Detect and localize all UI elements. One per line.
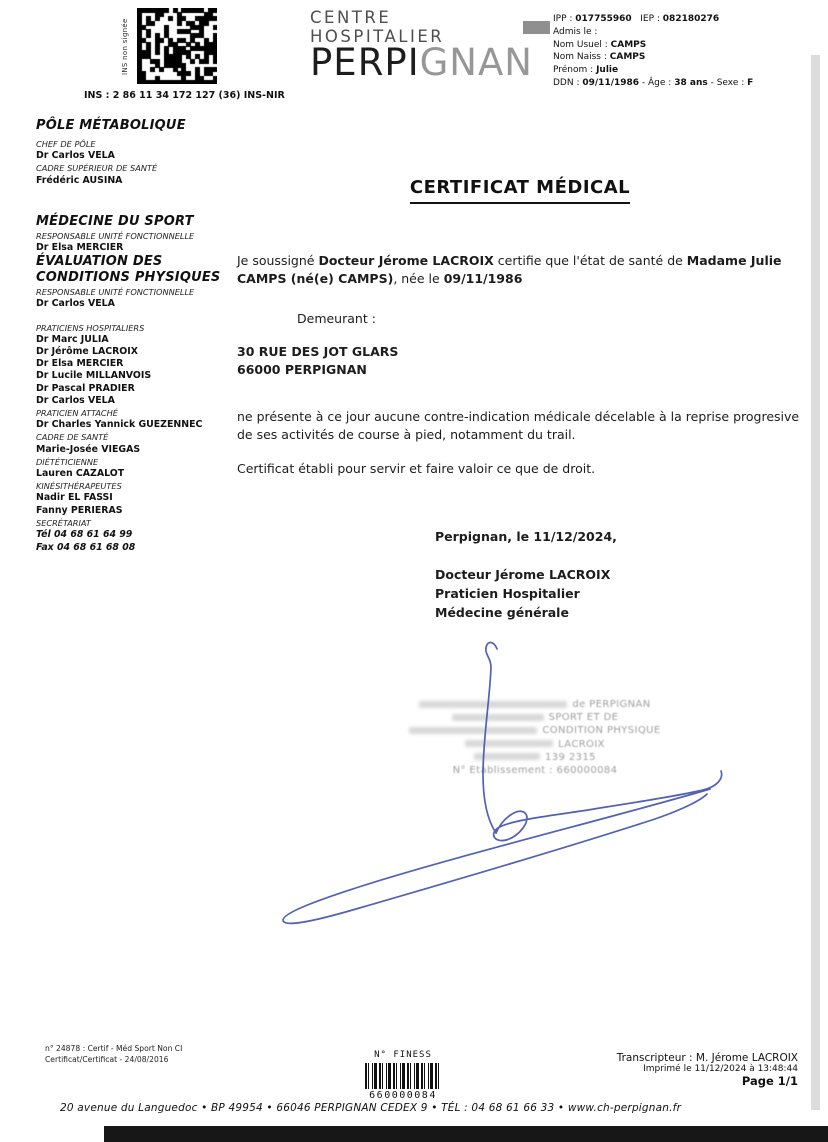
stamp-line: CONDITION PHYSIQUE: [385, 724, 685, 737]
patient-identity-block: [553, 13, 818, 90]
patient-dob-age-sex: DDN : 09/11/1986 - Âge : 38 ans - Sexe : F: [553, 77, 754, 88]
signatory-name: Docteur Jérome LACROIX: [435, 567, 611, 582]
department-staff-sidebar: [36, 118, 236, 554]
staff-list-line: Dr Carlos VELA: [36, 394, 115, 406]
finess-barcode: [365, 1063, 441, 1089]
signatory-role-1: Praticien Hospitalier: [435, 585, 580, 601]
residing-label: Demeurant :: [297, 311, 376, 326]
staff-list-line: Fanny PERIERAS: [36, 504, 123, 516]
validity-paragraph: Certificat établi pour servir et faire valoir ce que de droit.: [237, 461, 596, 476]
hospital-address-footer: 20 avenue du Languedoc • BP 49954 • 66046 PERPIGNAN CEDEX 9 • TÉL : 04 68 61 66 33 • www.ch-perpignan.fr: [60, 1102, 682, 1114]
stamp-smudge: [474, 753, 540, 760]
staff-list-line: PÔLE MÉTABOLIQUE: [36, 118, 186, 133]
staff-list-line: Dr Lucile MILLANVOIS: [36, 370, 152, 382]
staff-list-line: Tél 04 68 61 64 99: [36, 529, 133, 541]
staff-list-line: PRATICIENS HOSPITALIERS: [36, 322, 145, 333]
certificate-reference-line1: n° 24878 : Certif - Méd Sport Non CI: [45, 1044, 183, 1053]
staff-list-line: Nadir EL FASSI: [36, 492, 113, 504]
certificate-reference-line2: Certificat/Certificat - 24/08/2016: [45, 1054, 169, 1064]
logo-gray-box: [523, 21, 550, 34]
certificate-intro-paragraph: Je soussigné Docteur Jérome LACROIX certifie que l'état de santé de Madame Julie CAMPS (né(e) CAMPS), née le 09/11/1986: [237, 253, 782, 286]
ins-number-line: INS : 2 86 11 34 172 127 (36) INS-NIR: [84, 90, 285, 101]
staff-list-line: Dr Marc JULIA: [36, 333, 109, 345]
staff-list-line: ÉVALUATION DES CONDITIONS PHYSIQUES: [36, 254, 221, 286]
hospital-name-dark: PERPI: [310, 41, 420, 84]
patient-firstname: Prénom : Julie: [553, 65, 619, 76]
transcriber-line: Transcripteur : M. Jérome LACROIX: [616, 1052, 798, 1064]
signatory-role-2: Médecine générale: [435, 604, 569, 620]
finess-number: 660000084: [369, 1090, 437, 1101]
staff-list-line: KINÉSITHÉRAPEUTES: [36, 481, 122, 492]
patient-ipp-iep: IPP : 017755960 IEP : 082180276: [553, 14, 720, 24]
hospital-logo: [310, 8, 550, 82]
document-title: CERTIFICAT MÉDICAL: [410, 175, 630, 204]
stamp-line: de PERPIGNAN: [385, 698, 685, 711]
stamp-line: 139 2315: [385, 751, 685, 764]
patient-address: [237, 343, 398, 379]
hospital-name-line2: [310, 41, 550, 84]
stamp-smudge: [452, 714, 544, 721]
staff-list-line: Dr Charles Yannick GUEZENNEC: [36, 419, 203, 431]
stamp-line: N° Etablissement : 660000084: [452, 765, 618, 777]
finess-block: [358, 1050, 448, 1101]
finess-label: N° FINESS: [374, 1050, 432, 1060]
staff-list-line: CADRE DE SANTÉ: [36, 432, 109, 443]
page-edge-bottom: [104, 1126, 828, 1142]
no-contraindication-paragraph: ne présente à ce jour aucune contre-indication médicale décelable à la reprise progresive de ses activités de course à pied, notamment du trail.: [237, 409, 800, 442]
staff-list-line: PRATICIEN ATTACHÉ: [36, 408, 118, 419]
staff-list-line: Lauren CAZALOT: [36, 468, 125, 480]
staff-list-line: DIÉTÉTICIENNE: [36, 456, 99, 467]
hospital-name-text: CENTRE HOSPITALIER: [310, 8, 445, 46]
stamp-smudge: [465, 740, 553, 747]
page-number: Page 1/1: [741, 1074, 798, 1088]
stamp-smudge: [409, 727, 537, 734]
staff-list-line: CADRE SUPÉRIEUR DE SANTÉ: [36, 163, 158, 174]
place-and-date-line: Perpignan, le 11/12/2024,: [435, 529, 617, 544]
ins-datamatrix-code: [137, 8, 217, 84]
staff-list-line: Frédéric AUSINA: [36, 174, 123, 186]
ins-vertical-label: INS non signée: [121, 18, 129, 76]
stamp-line: SPORT ET DE: [385, 711, 685, 724]
patient-birth-name: Nom Naiss : CAMPS: [553, 52, 646, 63]
staff-list-line: SECRÉTARIAT: [36, 517, 91, 528]
staff-list-line: Dr Jérôme LACROIX: [36, 346, 138, 358]
staff-list-line: Dr Pascal PRADIER: [36, 382, 135, 394]
signatory-block: [435, 566, 610, 622]
staff-list-line: Dr Elsa MERCIER: [36, 358, 124, 370]
page-edge-right: [811, 55, 820, 1110]
staff-list-line: Marie-Josée VIEGAS: [36, 443, 141, 455]
staff-list-line: RESPONSABLE UNITÉ FONCTIONNELLE: [36, 287, 195, 298]
staff-list-line: Fax 04 68 61 68 08: [36, 541, 136, 553]
staff-list-line: Dr Carlos VELA: [36, 150, 115, 162]
doctor-stamp: [385, 698, 685, 777]
staff-list-line: MÉDECINE DU SPORT: [36, 213, 194, 229]
patient-usual-name: Nom Usuel : CAMPS: [553, 39, 647, 50]
address-line-2: 66000 PERPIGNAN: [237, 362, 367, 378]
stamp-line: LACROIX: [385, 738, 685, 751]
staff-list-line: Dr Carlos VELA: [36, 298, 115, 310]
staff-list-line: Dr Elsa MERCIER: [36, 242, 124, 254]
transcription-block: [498, 1052, 798, 1088]
printed-date-line: Imprimé le 11/12/2024 à 13:48:44: [643, 1064, 798, 1074]
address-line-1: 30 RUE DES JOT GLARS: [237, 344, 399, 359]
hospital-name-light: GNAN: [419, 41, 533, 84]
staff-list-line: RESPONSABLE UNITÉ FONCTIONNELLE: [36, 230, 195, 241]
patient-admission-date: Admis le :: [553, 26, 598, 37]
certificate-reference: [45, 1044, 182, 1065]
stamp-smudge: [419, 701, 567, 708]
staff-list-line: CHEF DE PÔLE: [36, 139, 96, 149]
